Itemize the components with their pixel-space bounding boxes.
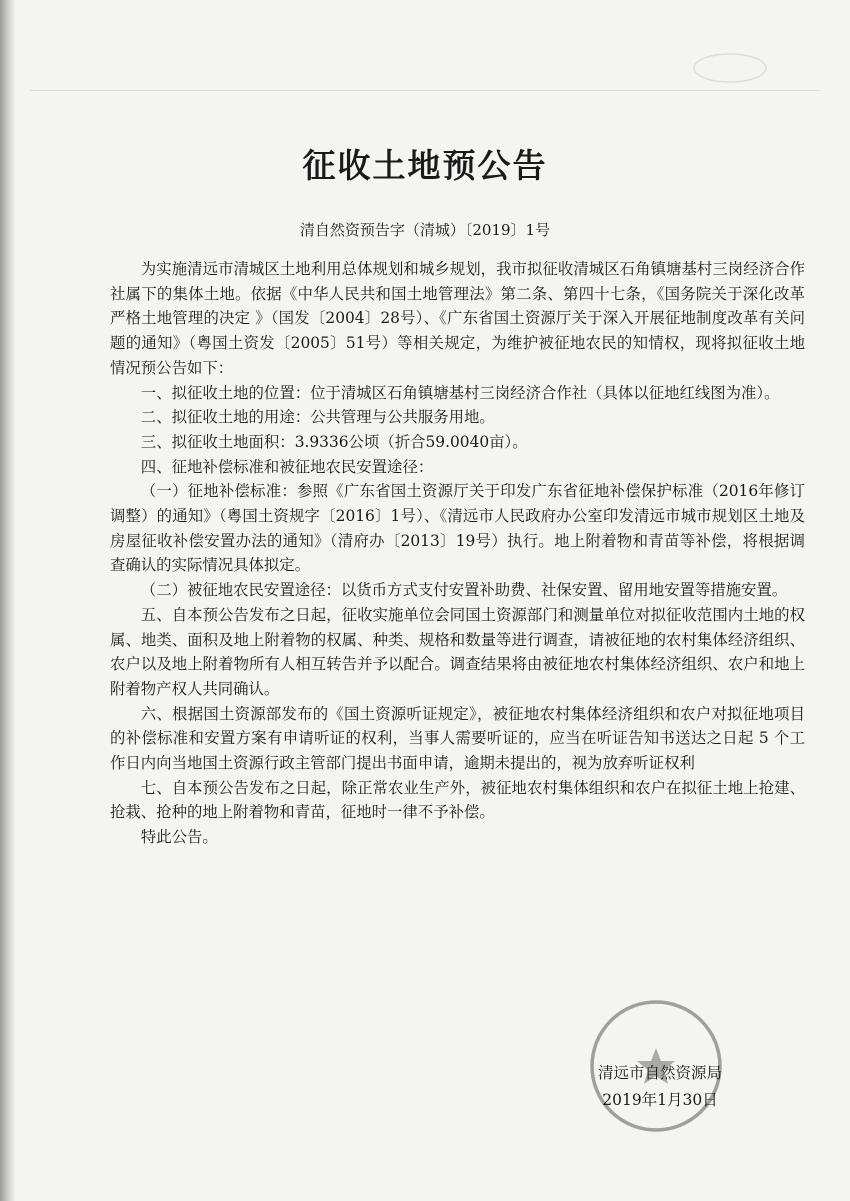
- paragraph-compensation-heading: 四、征地补偿标准和被征地农民安置途径：: [140, 457, 434, 476]
- paragraph-no-compensation: 七、自本预公告发布之日起，除正常农业生产外，被征地农村集体组织和农户在拟征土地上抢建、抢栽、抢种的地上附着物和青苗，征地时一律不予补偿。: [110, 778, 805, 822]
- paragraph-survey: 五、自本预公告发布之日起，征收实施单位会同国土资源部门和测量单位对拟征收范围内土地的权属、地类、面积及地上附着物的权属、种类、规格和数量等进行调查，请被征地的农村集体经济组织、农户以及地上附着物所有人相互转告并予以配合。调查结果将由被征地农村集体经济组织、农户和地上附着物产权人共同确认。: [110, 605, 805, 698]
- document-body: [110, 257, 805, 850]
- paragraph-closing: 特此公告。: [140, 828, 218, 847]
- issue-date: 2019年1月30日: [602, 1091, 718, 1109]
- paragraph-compensation-standard: （一）征地补偿标准：参照《广东省国土资源厅关于印发广东省征地补偿保护标准（2016年修订调整）的通知》（粤国土资规字〔2016〕1号）、《清远市人民政府办公室印发清远市城市规划区土地及房屋征收补偿安置办法的通知》（清府办〔2013〕19号）执行。地上附着物和青苗等补偿，将根据调查确认的实际情况具体拟定。: [110, 482, 805, 575]
- paragraph-hearing: 六、根据国土资源部发布的《国土资源听证规定》，被征地农村集体经济组织和农户对拟征地项目的补偿标准和安置方案有申请听证的权利，当事人需要听证的，应当在听证告知书送达之日起 5 个工作日内向当地国土资源行政主管部门提出书面申请，逾期未提出的，视为放弃听证权利: [110, 704, 805, 773]
- issuer-name: 清远市自然资源局: [597, 1064, 722, 1082]
- paragraph-intro: 为实施清远市清城区土地利用总体规划和城乡规划，我市拟征收清城区石角镇塘基村三岗经济合作社属下的集体土地。依据《中华人民共和国土地管理法》第二条、第四十七条，《国务院关于深化改革严格土地管理的决定 》（国发〔2004〕28号）、《广东省国土资源厅关于深入开展征地制度改革有关问题的通知》（粤国土资发〔2005〕51号）等相关规定，为维护被征地农民的知情权，现将拟征收土地情况预公告如下：: [110, 260, 805, 377]
- paragraph-location: 一、拟征收土地的位置：位于清城区石角镇塘基村三岗经济合作社（具体以征地红线图为准）。: [140, 383, 780, 402]
- document-title: 征收土地预公告: [302, 146, 548, 185]
- paragraph-usage: 二、拟征收土地的用途：公共管理与公共服务用地。: [140, 408, 495, 427]
- paragraph-area: 三、拟征收土地面积：3.9336公顷（折合59.0040亩）。: [140, 432, 528, 451]
- signature-block: [560, 1060, 760, 1114]
- document-number: 清自然资预告字（清城）〔2019〕1号: [299, 221, 551, 239]
- paragraph-resettlement: （二）被征地农民安置途径：以货币方式支付安置补助费、社保安置、留用地安置等措施安置。: [140, 581, 788, 600]
